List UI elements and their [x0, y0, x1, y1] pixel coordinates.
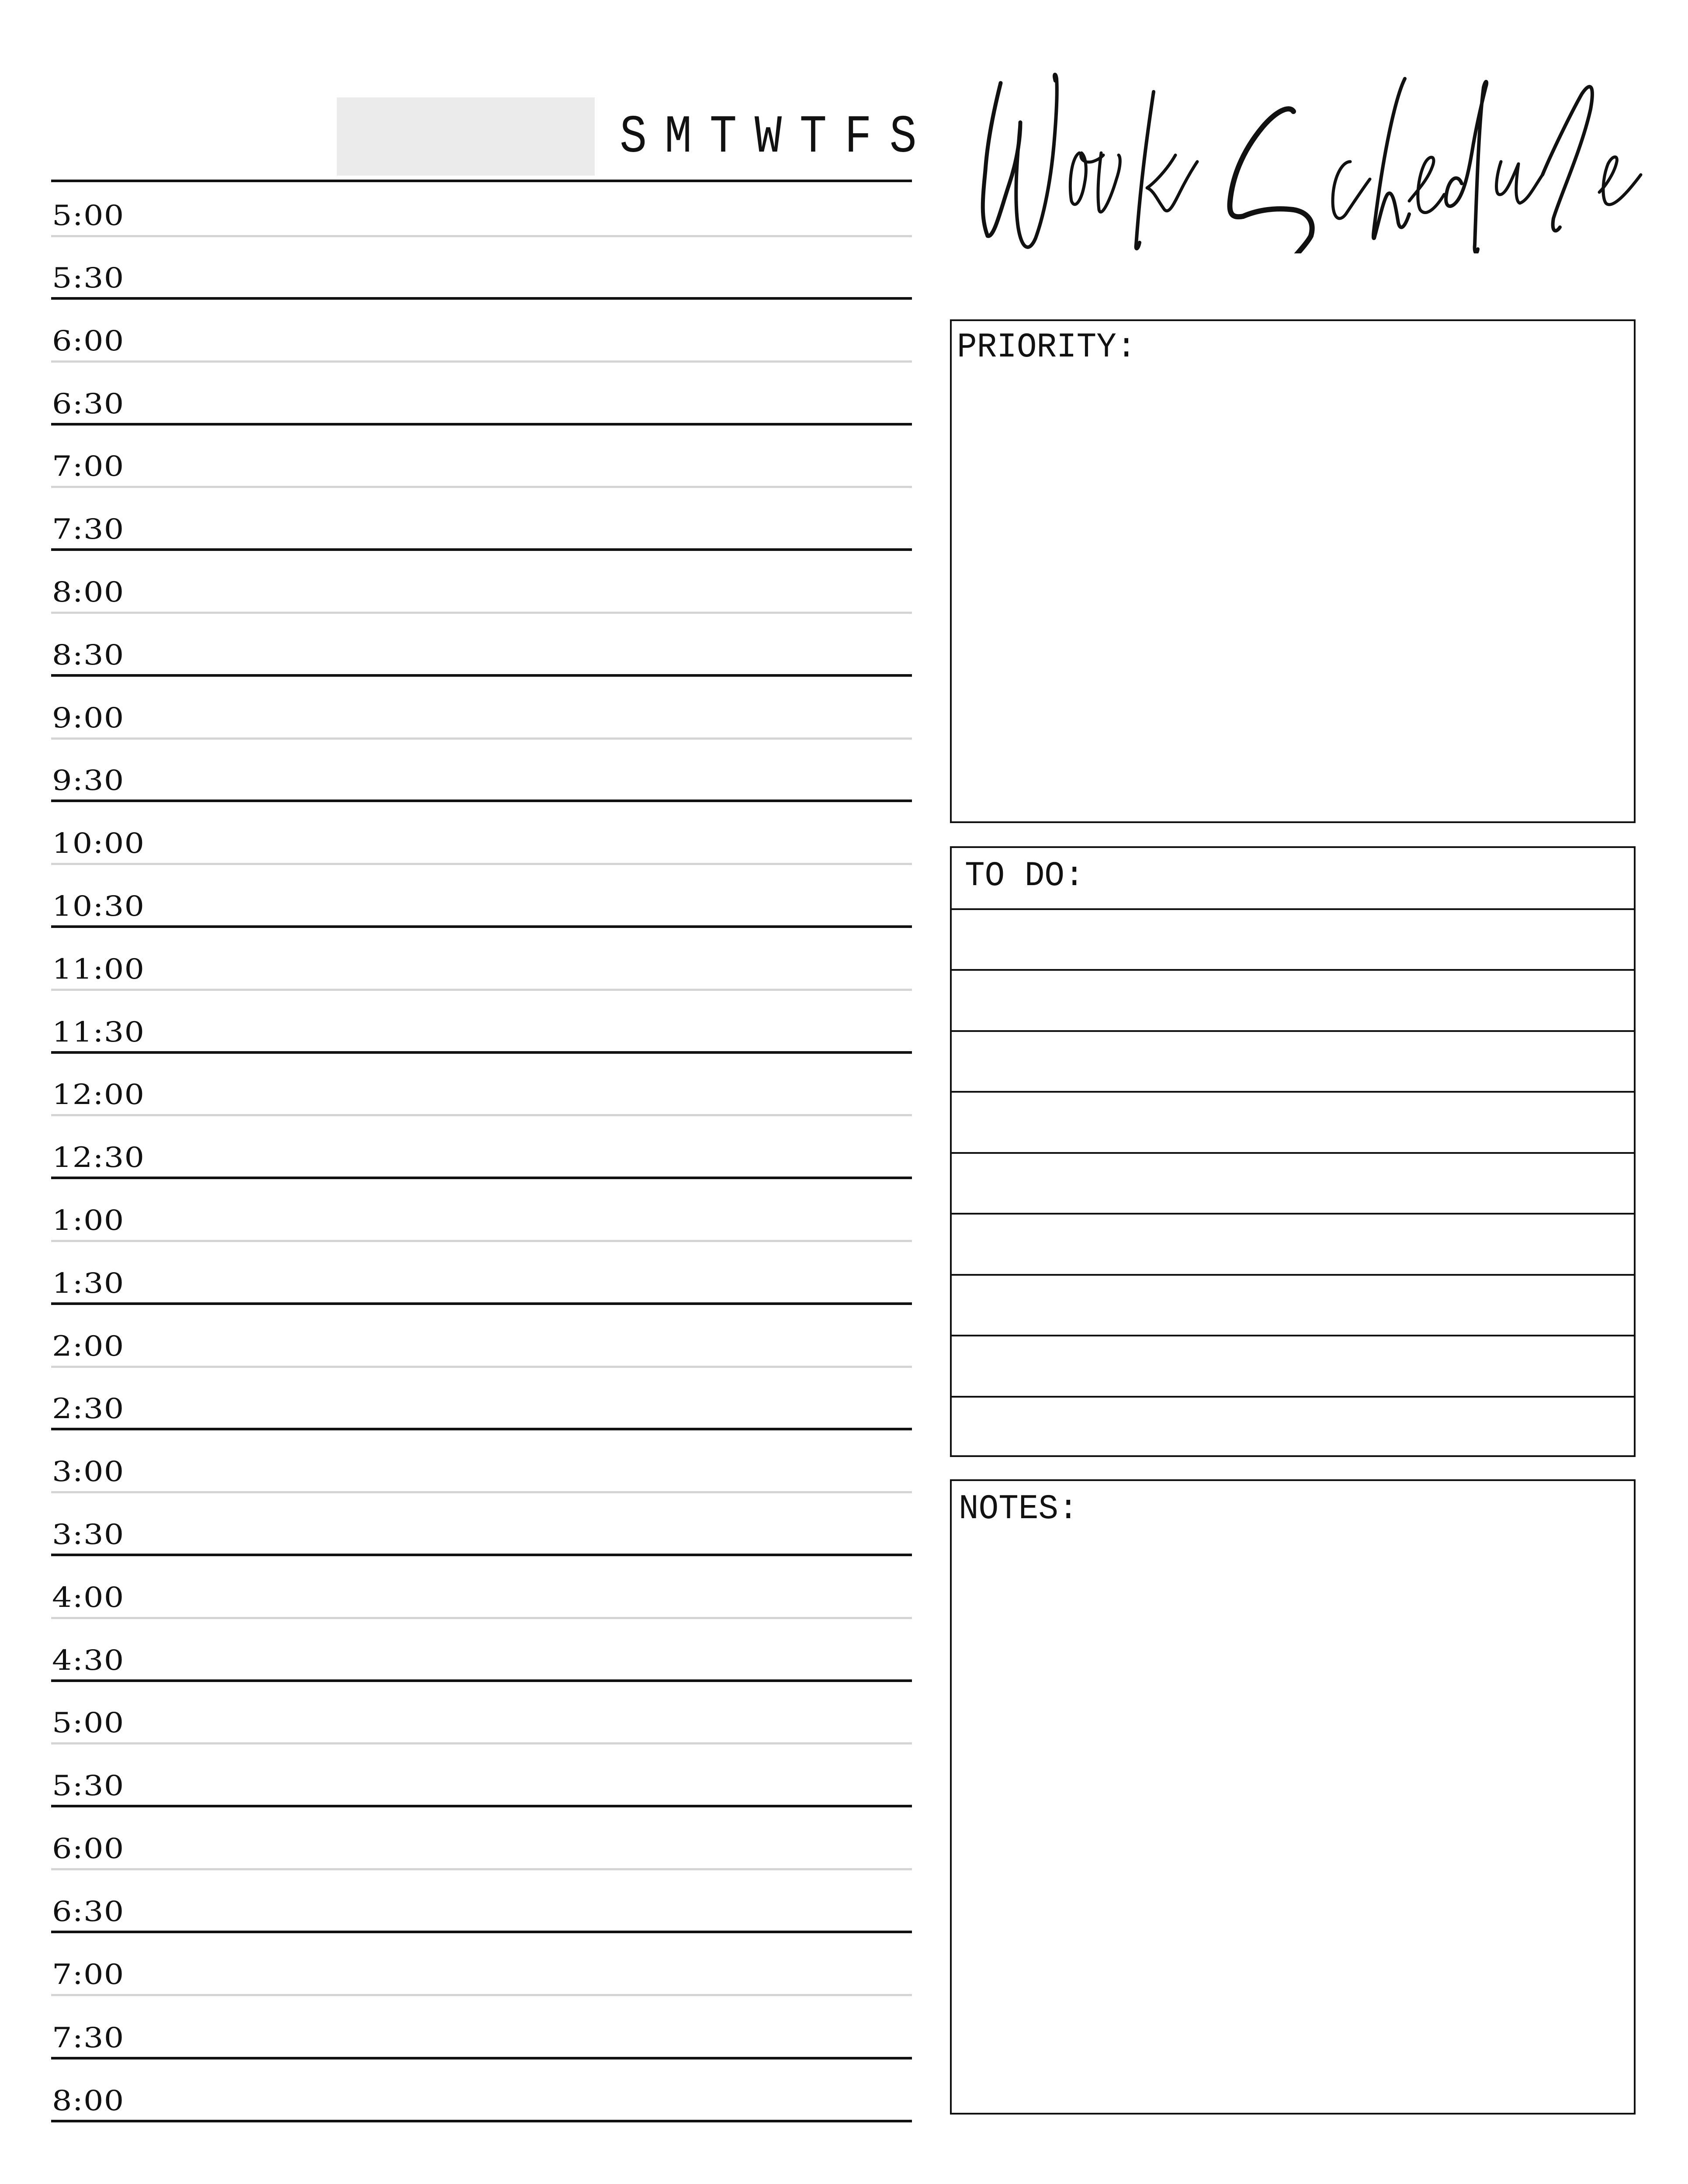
todo-item-row[interactable] [952, 1397, 1634, 1458]
time-label: 7:30 [52, 513, 125, 546]
time-label: 2:00 [52, 1330, 125, 1363]
notes-box [950, 1479, 1636, 2115]
time-label: 6:00 [52, 325, 125, 357]
time-label: 3:30 [52, 1519, 125, 1551]
time-label: 2:30 [52, 1393, 125, 1425]
time-label: 5:00 [52, 200, 125, 232]
time-slot-row[interactable] [51, 1932, 912, 1995]
time-label: 12:00 [52, 1079, 145, 1111]
time-slot-row[interactable] [51, 361, 912, 424]
time-slot-row[interactable] [51, 1555, 912, 1618]
time-label: 10:00 [52, 827, 145, 860]
time-slot-row[interactable] [51, 298, 912, 361]
time-slot-row[interactable] [51, 1492, 912, 1555]
todo-item-row[interactable] [952, 1153, 1634, 1214]
weekday-sunday[interactable]: S [620, 107, 647, 168]
time-slot-row[interactable] [51, 1429, 912, 1492]
todo-box [950, 846, 1636, 1457]
time-label: 3:00 [52, 1456, 125, 1488]
time-slot-row[interactable] [51, 990, 912, 1052]
weekday-wednesday[interactable]: W [754, 107, 782, 168]
time-label: 9:00 [52, 702, 125, 734]
time-label: 5:30 [52, 1770, 125, 1802]
time-label: 8:00 [52, 576, 125, 609]
todo-item-row[interactable] [952, 970, 1634, 1031]
time-label: 10:30 [52, 890, 145, 923]
time-slot-row[interactable] [51, 1178, 912, 1241]
time-slot-row[interactable] [51, 1115, 912, 1178]
time-slot-row[interactable] [51, 1304, 912, 1367]
title-script-graphic [970, 70, 1682, 253]
time-slot-row[interactable] [51, 181, 912, 236]
todo-label: TO DO: [965, 856, 1085, 896]
time-label: 7:00 [52, 450, 125, 483]
time-slot-row[interactable] [51, 1618, 912, 1681]
weekday-saturday[interactable]: S [889, 107, 917, 168]
todo-item-row[interactable] [952, 1336, 1634, 1397]
weekday-monday[interactable]: M [664, 107, 692, 168]
time-slot-row[interactable] [51, 487, 912, 550]
time-label: 4:30 [52, 1644, 125, 1677]
time-label: 4:00 [52, 1582, 125, 1614]
time-slot-row[interactable] [51, 424, 912, 487]
todo-header-row [952, 848, 1634, 909]
time-label: 6:30 [52, 388, 125, 420]
time-label: 1:30 [52, 1267, 125, 1300]
time-slot-row[interactable] [51, 1995, 912, 2058]
time-slot-row[interactable] [51, 738, 912, 801]
time-slot-row[interactable] [51, 1681, 912, 1743]
time-slot-row[interactable] [51, 236, 912, 298]
weekday-selector [620, 109, 917, 166]
time-label: 8:30 [52, 639, 125, 671]
time-slot-row[interactable] [51, 1241, 912, 1304]
time-slot-row[interactable] [51, 550, 912, 613]
todo-item-row[interactable] [952, 1275, 1634, 1336]
priority-label: PRIORITY: [957, 327, 1137, 367]
notes-label: NOTES: [959, 1489, 1078, 1529]
time-label: 6:30 [52, 1896, 125, 1928]
time-slot-row[interactable] [51, 1806, 912, 1869]
time-slot-row[interactable] [51, 1052, 912, 1115]
date-field[interactable] [337, 97, 595, 176]
weekday-thursday[interactable]: T [799, 107, 827, 168]
time-label: 6:00 [52, 1833, 125, 1865]
todo-item-row[interactable] [952, 1031, 1634, 1092]
todo-item-row[interactable] [952, 1092, 1634, 1153]
page-title [970, 70, 1682, 253]
time-slot-row[interactable] [51, 864, 912, 927]
time-label: 5:00 [52, 1707, 125, 1739]
time-label: 5:30 [52, 262, 125, 294]
notes-input-area[interactable] [952, 1529, 1634, 2113]
priority-box [950, 319, 1636, 823]
time-slot-row[interactable] [51, 613, 912, 675]
time-slot-row[interactable] [51, 675, 912, 738]
time-slot-row[interactable] [51, 2058, 912, 2121]
time-label: 12:30 [52, 1142, 145, 1174]
time-label: 1:00 [52, 1204, 125, 1237]
time-slot-row[interactable] [51, 1367, 912, 1429]
weekday-tuesday[interactable]: T [709, 107, 737, 168]
todo-item-row[interactable] [952, 1214, 1634, 1275]
priority-input-area[interactable] [952, 369, 1634, 821]
time-slot-row[interactable] [51, 1869, 912, 1932]
time-slot-row[interactable] [51, 927, 912, 990]
time-label: 7:00 [52, 1959, 125, 1991]
time-label: 11:30 [52, 1016, 145, 1049]
time-slot-row[interactable] [51, 801, 912, 864]
time-label: 8:00 [52, 2085, 125, 2117]
time-label: 7:30 [52, 2022, 125, 2054]
time-slot-row[interactable] [51, 1743, 912, 1806]
weekday-friday[interactable]: F [844, 107, 872, 168]
time-label: 9:30 [52, 765, 125, 797]
row-divider [51, 2120, 912, 2122]
time-label: 11:00 [52, 953, 145, 986]
todo-item-row[interactable] [952, 909, 1634, 970]
